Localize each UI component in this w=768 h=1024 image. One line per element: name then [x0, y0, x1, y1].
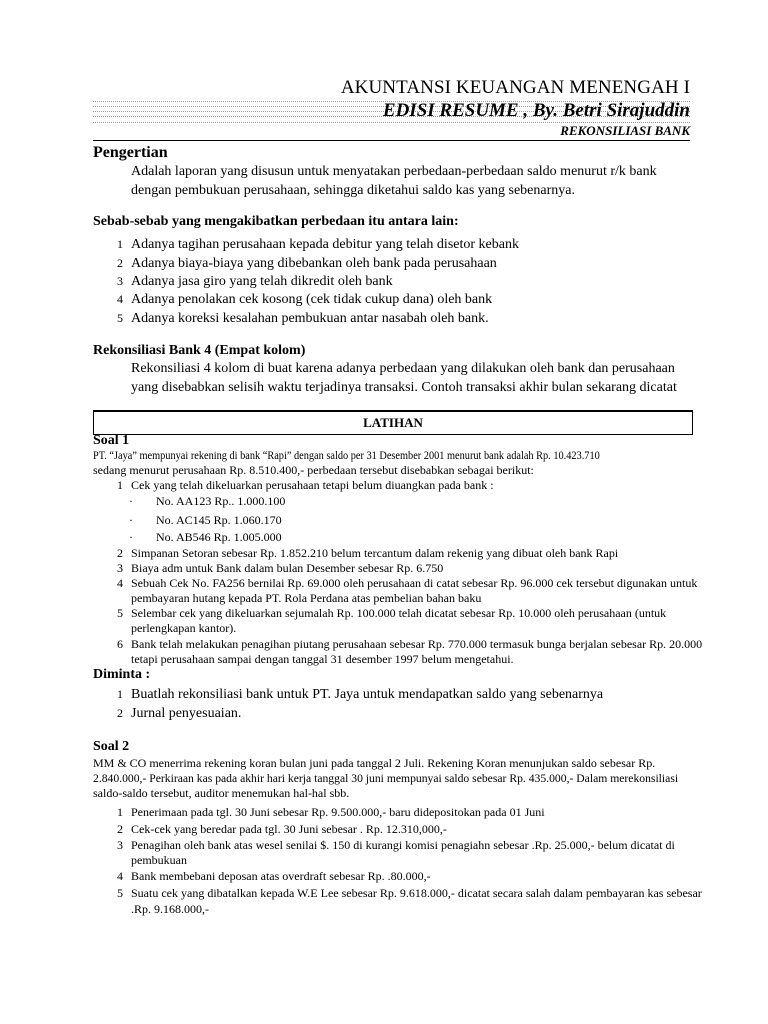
list-item: 5 Adanya koreksi kesalahan pembukuan antar nasabah oleh bank. — [117, 311, 489, 326]
list-item: 5 Selembar cek yang dikeluarkan sejumalah Rp. 100.000 telah dicatat sebesar Rp. 10.000 oleh perusahaan (untuk — [117, 606, 667, 620]
list-item: 1 Cek yang telah dikeluarkan perusahaan tetapi belum diuangkan pada bank : — [117, 478, 494, 492]
list-item: 2 Jurnal penyesuaian. — [117, 706, 242, 721]
list-item: 2 Cek-cek yang beredar pada tgl. 30 Juni sebesar . Rp. 12.310,000,- — [117, 822, 447, 836]
rekon-line: yang disebabkan selisih waktu terjadinya transaksi. Contoh transaksi akhir bulan sekarang dicatat — [131, 380, 677, 395]
rekon-line: Rekonsiliasi 4 kolom di buat karena adanya perbedaan yang dilakukan oleh bank dan perusahaan — [131, 361, 675, 376]
list-item: 1 Adanya tagihan perusahaan kepada debitur yang telah disetor kebank — [117, 237, 519, 252]
latihan-header: LATIHAN — [93, 410, 693, 435]
document-subtitle: EDISI RESUME , By. Betri Sirajuddin — [382, 100, 690, 121]
pengertian-line: dengan pembukuan perusahaan, sehingga diketahui saldo kas yang sebenarnya. — [131, 183, 575, 198]
check-item: · No. AC145 Rp. 1.060.170 — [129, 513, 282, 527]
document-title: AKUNTANSI KEUANGAN MENENGAH I — [340, 77, 690, 98]
check-item: · No. AB546 Rp. 1.005.000 — [129, 530, 282, 544]
list-item: 3 Penagihan oleh bank atas wesel senilai $. 150 di kurangi komisi penagiahn sebesar .Rp. 25.000,- belum dicatat di — [117, 838, 675, 852]
list-item: 1 Buatlah rekonsiliasi bank untuk PT. Jaya untuk mendapatkan saldo yang sebenarnya — [117, 687, 604, 702]
list-item: 4 Sebuah Cek No. FA256 bernilai Rp. 69.000 oleh perusahaan di catat sebesar Rp. 96.000 cek tersebut digunakan untuk — [117, 576, 698, 590]
sebab-heading: Sebab-sebab yang mengakibatkan perbedaan itu antara lain: — [93, 214, 459, 229]
list-item-continuation: tetapi perusahaan sampai dengan tanggal 31 desember 1997 belum mengetahui. — [131, 652, 514, 666]
list-item-continuation: .Rp. 9.168.000,- — [131, 902, 209, 916]
list-item: 2 Adanya biaya-biaya yang dibebankan oleh bank pada perusahaan — [117, 256, 497, 271]
pengertian-line: Adalah laporan yang disusun untuk menyatakan perbedaan-perbedaan saldo menurut r/k bank — [131, 164, 657, 179]
list-item: 6 Bank telah melakukan penagihan piutang perusahaan sebesar Rp. 770.000 termasuk bunga berjalan sebesar Rp. 20.000 — [117, 637, 703, 651]
pengertian-heading: Pengertian — [93, 144, 168, 161]
soal2-intro: MM & CO menerrima rekening koran bulan juni pada tanggal 2 Juli. Rekening Koran menunjukan saldo sebesar Rp. — [93, 756, 656, 770]
list-item-continuation: pembukuan — [131, 853, 187, 867]
rekon-heading: Rekonsiliasi Bank 4 (Empat kolom) — [93, 343, 306, 358]
list-item-continuation: pembayaran hutang kepada PT. Rola Perdana atas pembelian bahan baku — [131, 591, 482, 605]
soal1-intro: PT. “Jaya” mempunyai rekening di bank “Rapi” dengan saldo per 31 Desember 2001 menurut bank adalah Rp. 10.423.710 — [93, 448, 600, 462]
soal2-heading: Soal 2 — [93, 739, 130, 754]
list-item: 1 Penerimaan pada tgl. 30 Juni sebesar Rp. 9.500.000,- baru didepositokan pada 01 Juni — [117, 805, 545, 819]
header-rule — [93, 140, 690, 141]
list-item: 3 Biaya adm untuk Bank dalam bulan Desember sebesar Rp. 6.750 — [117, 561, 444, 575]
list-item: 3 Adanya jasa giro yang telah dikredit oleh bank — [117, 274, 393, 289]
soal2-intro: 2.840.000,- Perkiraan kas pada akhir hari kerja tanggal 30 juni mempunyai saldo sebesar Rp. 435.000,- Dalam merekonsiliasi — [93, 771, 679, 785]
document-topic: REKONSILIASI BANK — [560, 123, 690, 138]
check-item: · No. AA123 Rp.. 1.000.100 — [129, 494, 286, 508]
soal2-intro: saldo-saldo tersebut, auditor menemukan hal-hal sbb. — [93, 786, 350, 800]
soal1-intro: sedang menurut perusahaan Rp. 8.510.400,- perbedaan tersebut disebabkan sebagai berikut: — [93, 463, 534, 477]
list-item: 5 Suatu cek yang dibatalkan kepada W.E Lee sebesar Rp. 9.618.000,- dicatat secara salah dalam pembayaran kas sebesar — [117, 886, 702, 900]
list-item: 2 Simpanan Setoran sebesar Rp. 1.852.210 belum tercantum dalam rekenig yang dibuat oleh bank Rapi — [117, 546, 619, 560]
soal1-heading: Soal 1 — [93, 433, 130, 448]
list-item: 4 Adanya penolakan cek kosong (cek tidak cukup dana) oleh bank — [117, 292, 493, 307]
list-item-continuation: perlengkapan kantor). — [131, 621, 237, 635]
diminta-heading: Diminta : — [93, 667, 151, 682]
list-item: 4 Bank membebani deposan atas overdraft sebesar Rp. .80.000,- — [117, 869, 431, 883]
